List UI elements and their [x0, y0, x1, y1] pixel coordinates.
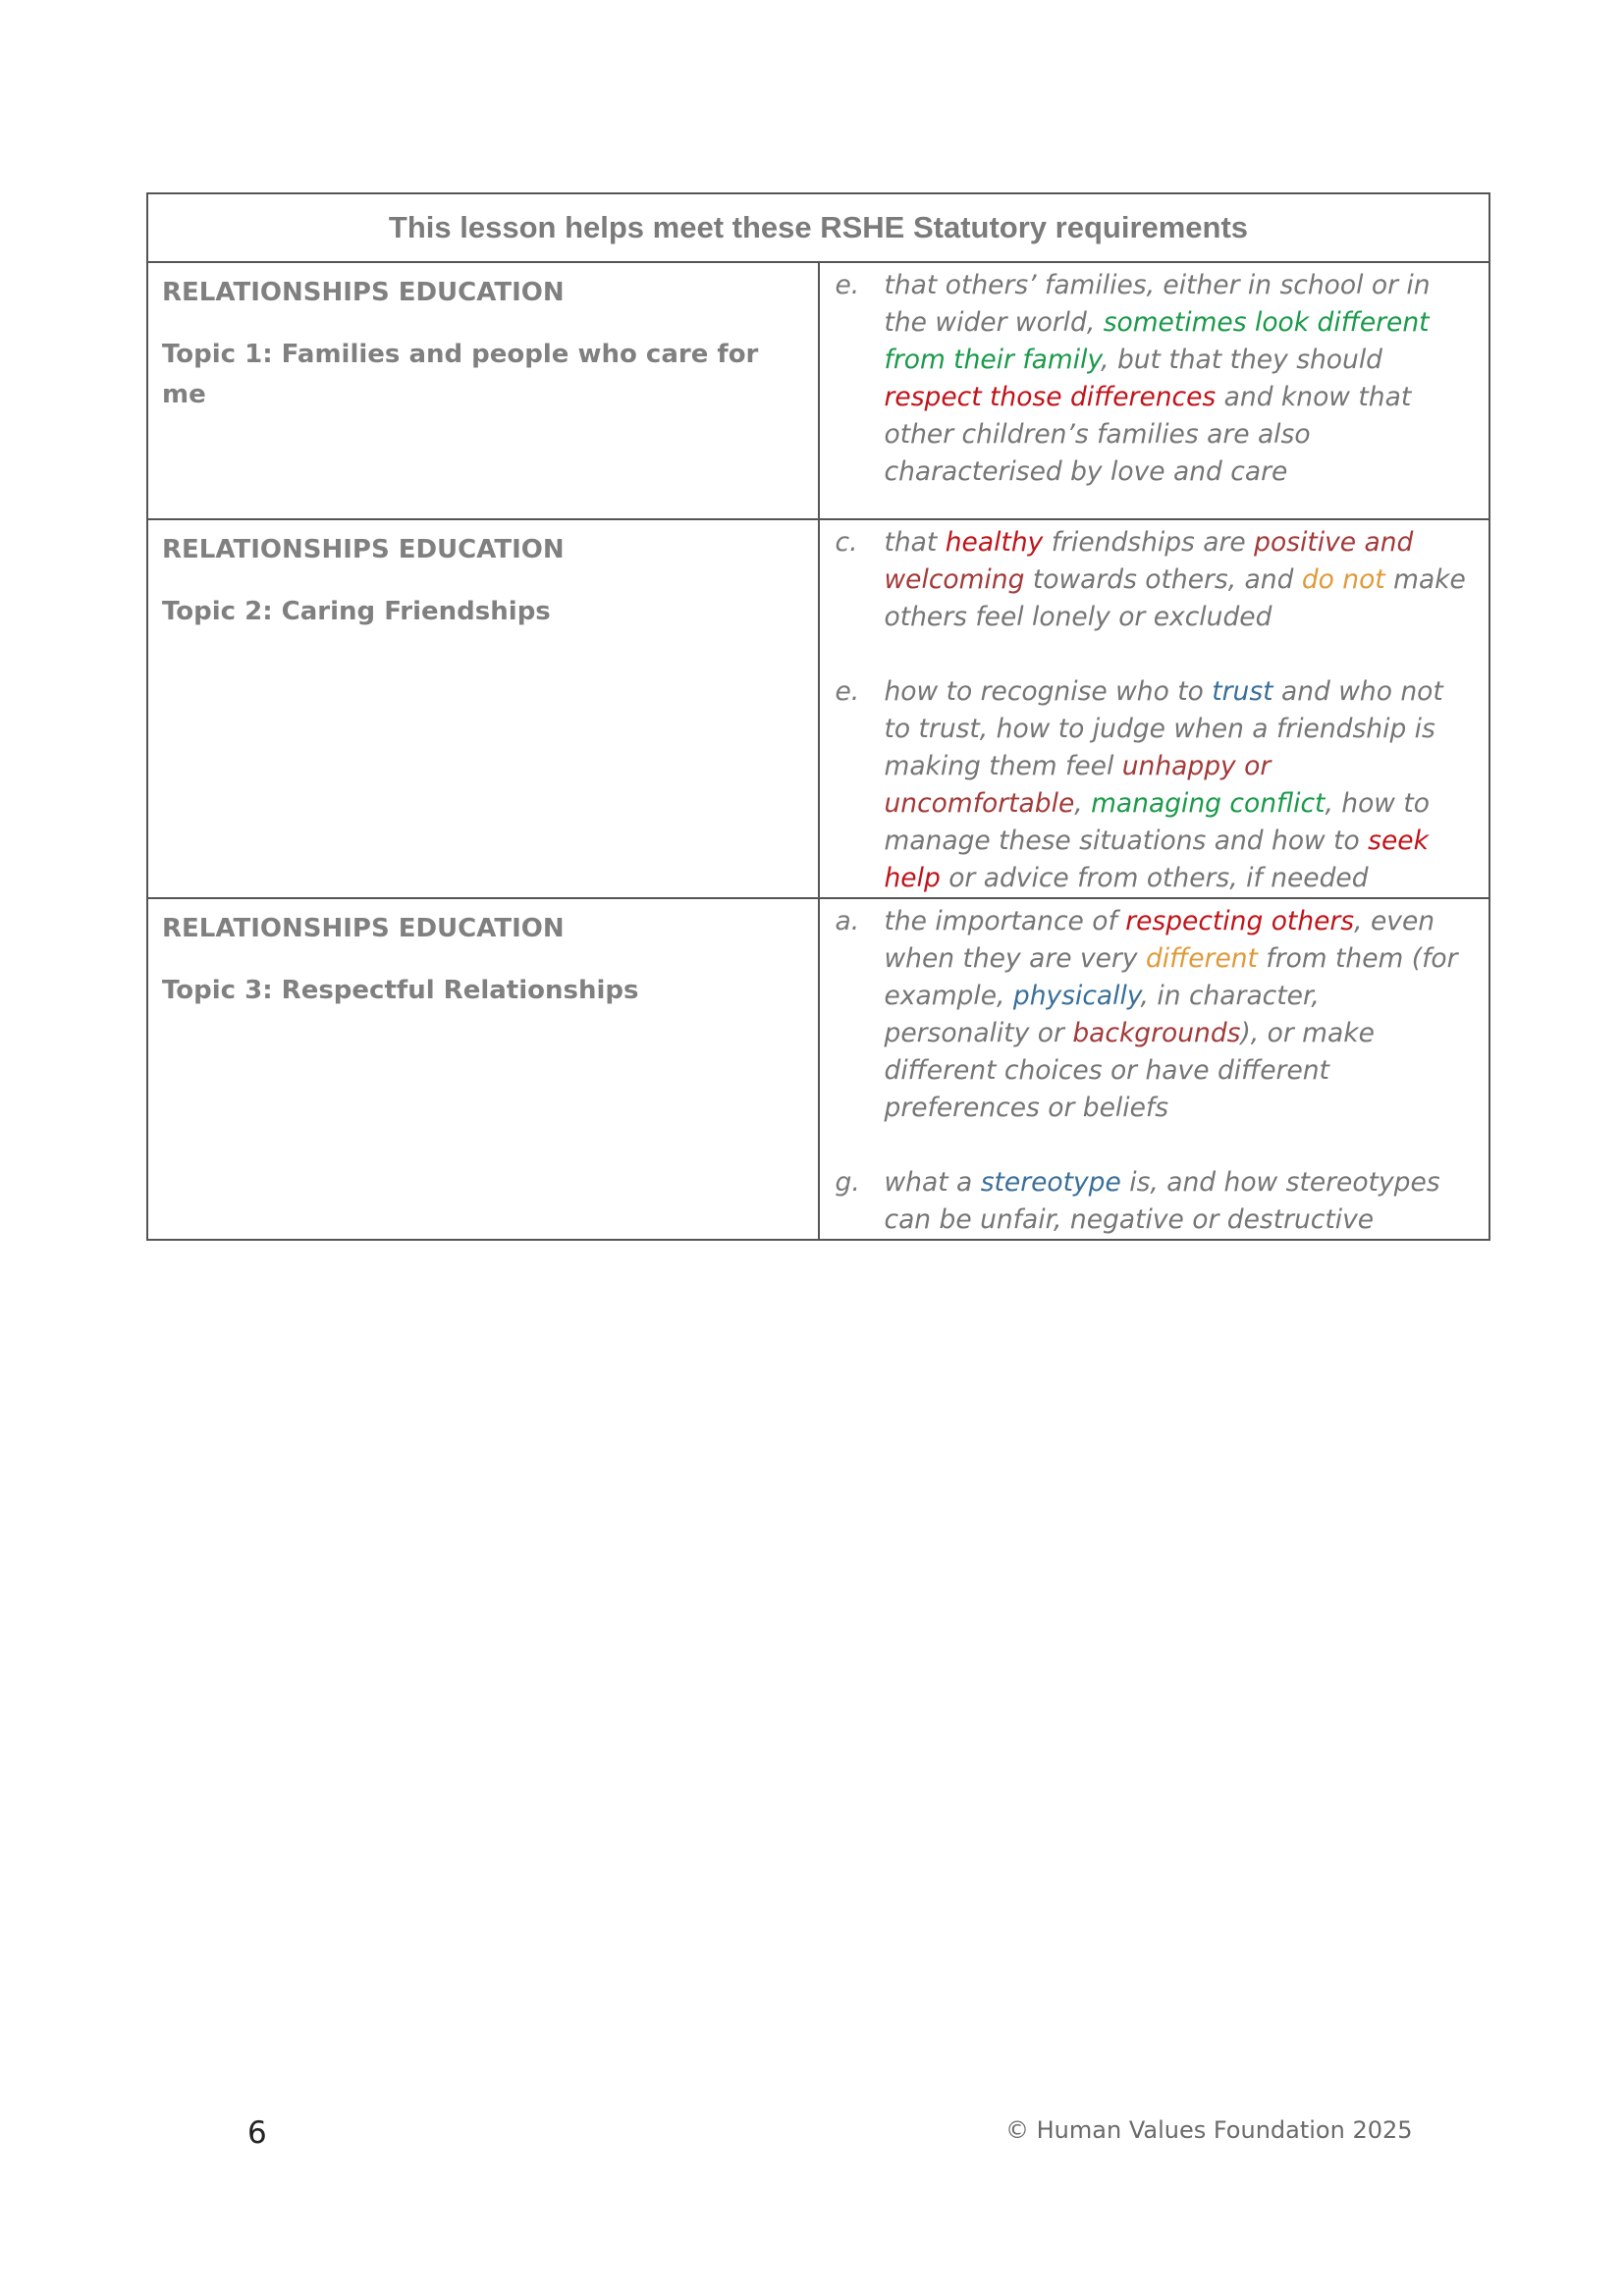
highlight-segment: seek help	[884, 826, 1429, 893]
requirement-segment: , in character, personality or	[884, 981, 1320, 1048]
requirement-letter: e.	[835, 676, 860, 707]
requirement-text	[885, 524, 1472, 636]
requirement-text	[885, 267, 1472, 491]
highlight-segment: respecting others	[1125, 906, 1355, 936]
subject-label: RELATIONSHIPS EDUCATION	[162, 278, 565, 307]
requirements-cell	[819, 519, 1490, 898]
requirement-letter: e.	[835, 270, 860, 300]
requirement-segment: ,	[1074, 788, 1092, 819]
subject-cell	[147, 519, 819, 898]
requirement-segment: towards others, and	[1024, 564, 1302, 595]
subject-cell	[147, 262, 819, 519]
subject-label: RELATIONSHIPS EDUCATION	[162, 535, 565, 564]
topic-label: Topic 1: Families and people who care for me	[162, 340, 759, 409]
requirement-text	[885, 1164, 1472, 1239]
requirement-letter: g.	[835, 1167, 860, 1198]
highlight-segment: sometimes look different from their family	[884, 307, 1430, 375]
requirement-segment: is, and how stereotypes can be unfair, negative or destructive	[884, 1167, 1440, 1235]
highlight-segment: managing conflict	[1091, 788, 1326, 819]
requirement-item	[836, 524, 1472, 636]
requirement-segment: and know that other children’s families are also characterised by love and care	[884, 382, 1412, 487]
copyright-notice: © Human Values Foundation 2025	[1005, 2116, 1413, 2144]
highlight-segment: stereotype	[980, 1167, 1121, 1198]
highlight-segment: different	[1145, 943, 1258, 974]
requirement-text	[885, 673, 1472, 897]
topic-label: Topic 2: Caring Friendships	[162, 597, 551, 626]
highlight-segment: physically	[1012, 981, 1141, 1011]
highlight-segment: healthy	[945, 527, 1044, 558]
table-header-row	[147, 193, 1489, 262]
highlight-segment: positive and welcoming	[884, 527, 1414, 595]
table-row	[147, 898, 1489, 1240]
requirements-cell	[819, 898, 1490, 1240]
page-number: 6	[247, 2115, 267, 2151]
subject-cell	[147, 898, 819, 1240]
topic-label: Topic 3: Respectful Relationships	[162, 976, 639, 1005]
requirement-segment: that others’ families, either in school or in the wider world,	[884, 270, 1431, 338]
requirement-segment: , how to manage these situations and how to	[884, 788, 1431, 856]
requirement-segment: what a	[884, 1167, 981, 1198]
requirement-item	[836, 1164, 1472, 1239]
subject-label: RELATIONSHIPS EDUCATION	[162, 914, 565, 943]
requirement-segment: friendships are	[1043, 527, 1255, 558]
table-title: This lesson helps meet these RSHE Statutory requirements	[147, 193, 1489, 262]
requirement-segment: that	[884, 527, 946, 558]
table-row	[147, 519, 1489, 898]
highlight-segment: unhappy or uncomfortable	[884, 751, 1272, 819]
rshe-requirements-table	[146, 192, 1490, 1241]
requirement-segment: how to recognise who to	[884, 676, 1213, 707]
requirement-segment: or advice from others, if needed	[940, 863, 1369, 893]
requirement-segment: and who not to trust, how to judge when a friendship is making them feel	[884, 676, 1443, 781]
highlight-segment: backgrounds	[1072, 1018, 1241, 1048]
requirement-letter: c.	[835, 527, 858, 558]
requirement-item	[836, 673, 1472, 897]
highlight-segment: respect those differences	[884, 382, 1217, 412]
requirement-item	[836, 267, 1472, 491]
requirement-segment: , but that they should	[1101, 345, 1383, 375]
requirement-segment: from them (for example,	[884, 943, 1458, 1011]
table-row	[147, 262, 1489, 519]
requirement-segment: make others feel lonely or excluded	[884, 564, 1466, 632]
requirement-item	[836, 903, 1472, 1127]
requirement-letter: a.	[835, 906, 860, 936]
requirement-segment: , even when they are very	[884, 906, 1435, 974]
highlight-segment: do not	[1301, 564, 1385, 595]
requirements-cell	[819, 262, 1490, 519]
requirement-segment: ), or make different choices or have different preferences or beliefs	[884, 1018, 1375, 1123]
requirement-segment: the importance of	[884, 906, 1126, 936]
requirement-text	[885, 903, 1472, 1127]
highlight-segment: trust	[1212, 676, 1273, 707]
